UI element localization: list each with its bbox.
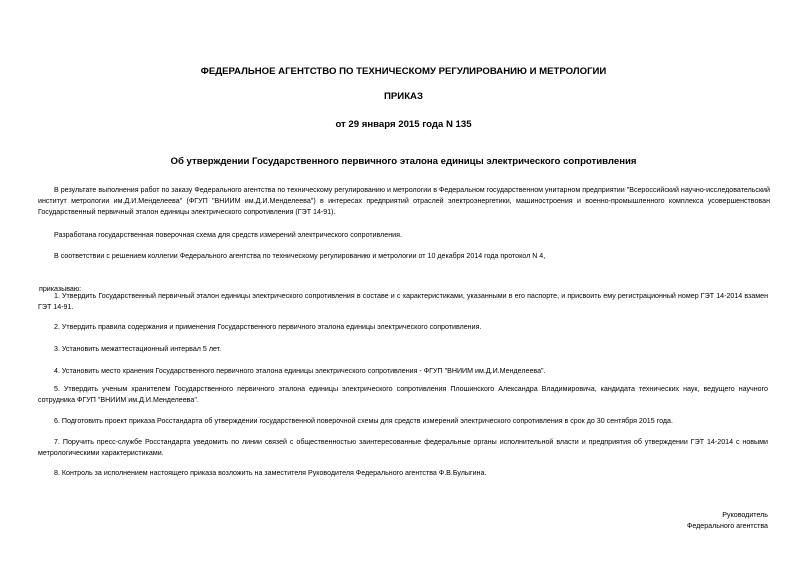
- order-item-3: 3. Установить межаттестационный интервал 5 лет.: [54, 345, 222, 353]
- order-item-5: 5. Утвердить ученым хранителем Государственного первичного эталона единицы электрического сопротивления Плошинского Александра Владимировича, кандидата технических наук, ведущего научного сотрудника ФГУП "ВНИИМ им.Д.И.Менделеева".: [38, 385, 768, 404]
- decision-paragraph: В соответствии с решением коллегии Федерального агентства по техническому регулированию и метрологии от 10 декабря 2014 года протокол N 4,: [54, 252, 546, 260]
- document-title: Об утверждении Государственного первичного эталона единицы электрического сопротивления: [170, 156, 637, 167]
- order-item-4: 4. Установить место хранения Государственного первичного эталона единицы электрического сопротивления - ФГУП "ВНИИМ им.Д.И.Менделеева".: [54, 367, 546, 375]
- intro-paragraph: В результате выполнения работ по заказу Федерального агентства по техническому регулированию и метрологии в Федеральном государственном унитарном предприятии "Всероссийский научно-исследовательский институт метрологии им.Д.И.Менделеева" (ФГУП "ВНИИМ им.Д.И.Менделеева") в интересах предприятий отраслей электроэнергетики, машиностроения и военно-промышленного комплекса усовершенствован Государственный первичный эталон единицы электрического сопротивления (ГЭТ 14-91).: [38, 186, 770, 216]
- order-item-6: 6. Подготовить проект приказа Росстандарта об утверждении государственной поверочной схемы для средств измерений электрического сопротивления в срок до 30 сентября 2015 года.: [54, 417, 673, 425]
- document-type-heading: ПРИКАЗ: [384, 91, 423, 102]
- signature-org: Федерального агентства: [686, 522, 768, 530]
- date-number-heading: от 29 января 2015 года N 135: [335, 119, 472, 130]
- order-item-8: 8. Контроль за исполнением настоящего приказа возложить на заместителя Руководителя Федерального агентства Ф.В.Булыгина.: [54, 469, 487, 477]
- scheme-paragraph: Разработана государственная поверочная схема для средств измерений электрического сопротивления.: [54, 231, 402, 239]
- order-word: приказываю:: [39, 285, 82, 293]
- order-item-7: 7. Поручить пресс-службе Росстандарта уведомить по линии связей с общественностью заинтересованные федеральные органы исполнительной власти и предприятия об утверждении ГЭТ 14-2014 с новыми метрологическими характеристиками.: [38, 438, 768, 457]
- order-item-1: 1. Утвердить Государственный первичный эталон единицы электрического сопротивления в составе и с характеристиками, указанными в его паспорте, и присвоить ему регистрационный номер ГЭТ 14-2014 взамен ГЭТ 14-91.: [38, 292, 768, 311]
- signature-role: Руководитель: [722, 511, 768, 519]
- agency-heading: ФЕДЕРАЛЬНОЕ АГЕНТСТВО ПО ТЕХНИЧЕСКОМУ РЕГУЛИРОВАНИЮ И МЕТРОЛОГИИ: [200, 66, 607, 77]
- order-item-2: 2. Утвердить правила содержания и применения Государственного первичного эталона единицы электрического сопротивления.: [54, 323, 482, 331]
